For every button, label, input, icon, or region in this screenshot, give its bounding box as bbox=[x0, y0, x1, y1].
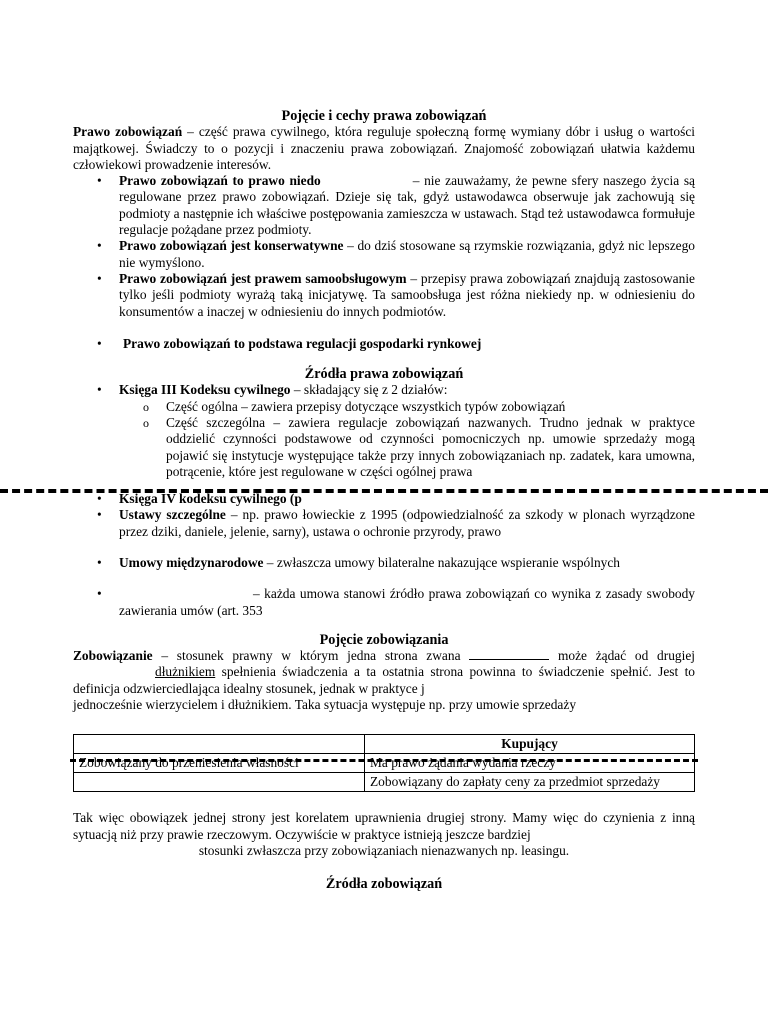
item-term: Prawo zobowiązań to prawo niedo bbox=[119, 173, 321, 189]
blank-line bbox=[469, 648, 549, 660]
table-header-cell: Kupujący bbox=[365, 735, 695, 754]
section-title-3: Pojęcie zobowiązania bbox=[319, 631, 449, 648]
list-item bbox=[73, 507, 695, 540]
definition-term: Zobowiązanie bbox=[73, 648, 153, 664]
sub-list-item: o Część ogólna – zawiera przepisy dotyczące wszystkich typów zobowiązań bbox=[73, 399, 695, 415]
intro-term: Prawo zobowiązań bbox=[73, 124, 183, 140]
item-text: – do dziś stosowane są rzymskie rozwiązania, gdyż nic lepszego nie wymyślono. bbox=[119, 238, 695, 270]
definition-continuation: jednocześnie wierzycielem i dłużnikiem. Taka sytuacja występuje np. przy umowie sprzedaży bbox=[73, 697, 577, 713]
sale-obligations-table bbox=[73, 734, 695, 792]
table-header-row bbox=[74, 735, 695, 754]
item-term: Ustawy szczególne bbox=[119, 507, 226, 523]
list-item bbox=[73, 586, 695, 619]
item-term: Prawo zobowiązań jest prawem samoobsługowym bbox=[119, 270, 407, 286]
document-page bbox=[73, 108, 695, 893]
definition-paragraph bbox=[73, 648, 695, 697]
table-cell bbox=[74, 773, 365, 792]
sources-list bbox=[73, 382, 695, 618]
section-title-4: Źródła zobowiązań bbox=[325, 876, 443, 893]
item-text: – każda umowa stanowi źródło prawa zobowiązań co wynika z zasady swobody zawierania umów (art. 353 bbox=[119, 586, 695, 618]
item-term: Prawo zobowiązań to podstawa regulacji gospodarki rynkowej bbox=[123, 335, 482, 351]
section-title-2: Źródła prawa zobowiązań bbox=[304, 366, 464, 383]
table-row bbox=[74, 754, 695, 773]
sub-list bbox=[73, 399, 695, 479]
item-text: – składający się z 2 działów: bbox=[290, 382, 448, 398]
item-text: – nie zauważamy, że pewne sfery naszego życia są regulowane przez prawo zobowiązań. Dzieje się tak, gdyż ustawodawca obserwuje jak zachowują się podmioty a następnie ich właściwe postępowania zamieszcza w ustawach. Stąd też ustawodawca formułuje regulacje pożądane przez podmioty. bbox=[119, 173, 696, 238]
sub-list-item: o Część szczególna – zawiera regulacje zobowiązań nazwanych. Trudno jednak w praktyce oddzielić czynności podstawowe od czynności pomocniczych np. umowie sprzedaży mogą pojawić się instytucje występujące także przy innych zobowiązaniach np. zadatek, kara umowna, potrącenie, które jest regulowane w części ogólnej prawa bbox=[73, 415, 695, 479]
debtor-term: dłużnikiem bbox=[155, 664, 216, 680]
list-item bbox=[73, 336, 695, 352]
intro-paragraph bbox=[73, 124, 695, 173]
definition-text: – stosunek prawny w którym jedna strona zwana bbox=[152, 648, 470, 664]
item-term: Księga IV kodeksu cywilnego (p bbox=[119, 491, 302, 507]
item-text: – zwłaszcza umowy bilateralne nakazujące wspieranie wspólnych bbox=[263, 554, 620, 570]
table-header-cell bbox=[74, 735, 365, 754]
section-title-1: Pojęcie i cechy prawa zobowiązań bbox=[281, 108, 487, 124]
intro-text: – część prawa cywilnego, która reguluje społeczną formę wymiany dóbr i usług o wartości majątkowej. Świadczy to o pozycji i znaczeniu prawa zobowiązań. Znajomość zobowiązań ułatwia każdemu człowiekowi prowadzenie interesów. bbox=[73, 124, 695, 172]
item-term: Umowy międzynarodowe bbox=[119, 554, 264, 570]
table-cell: Ma prawo żądania wydania rzeczy bbox=[365, 754, 695, 773]
item-text: – przepisy prawa zobowiązań znajdują zastosowanie tylko jeśli podmioty wyrażą taką inicjatywę. Ta samoobsługa jest różna niekiedy np. w odniesieniu do konsumentów a inaczej w odniesieniu do innych podmiotów. bbox=[119, 270, 695, 319]
table-row bbox=[74, 773, 695, 792]
item-term: Prawo zobowiązań jest konserwatywne bbox=[119, 238, 344, 254]
list-item bbox=[73, 382, 695, 479]
conclusion-paragraph: Tak więc obowiązek jednej strony jest korelatem uprawnienia drugiej strony. Mamy więc do czynienia z inną sytuacją niż przy prawie rzeczowym. Oczywiście w praktyce istnieją jeszcze bardziej bbox=[73, 810, 695, 842]
list-item bbox=[73, 238, 695, 271]
features-list bbox=[73, 173, 695, 352]
list-item bbox=[73, 555, 695, 571]
definition-text: spełnienia świadczenia a ta ostatnia strona powinna to świadczenie spełnić. Jest to definicja odzwierciedlająca idealny stosunek, jednak w praktyce j bbox=[73, 664, 695, 696]
list-item bbox=[73, 173, 695, 238]
list-item bbox=[73, 491, 695, 507]
conclusion-continuation: stosunki zwłaszcza przy zobowiązaniach nienazwanych np. leasingu. bbox=[198, 842, 570, 858]
table-cell: Zobowiązany do zapłaty ceny za przedmiot sprzedaży bbox=[365, 773, 695, 792]
item-term: Księga III Kodeksu cywilnego bbox=[119, 382, 291, 398]
list-item bbox=[73, 271, 695, 320]
table-cell: Zobowiązany do przeniesienia własności bbox=[74, 754, 365, 773]
definition-text: może żądać od drugiej bbox=[549, 648, 695, 664]
item-text: – np. prawo łowieckie z 1995 (odpowiedzialność za szkody w plonach wyrządzone przez dziki, daniele, jelenie, sarny), ustawa o ochronie przyrody, prawo bbox=[119, 507, 695, 539]
